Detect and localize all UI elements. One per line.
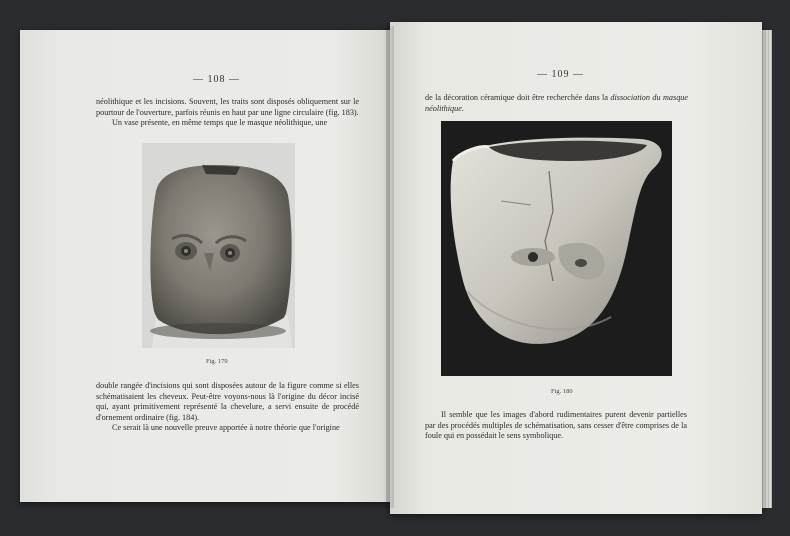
right-paragraph-1-italic-a: dissociation du [610,93,661,102]
figure-180-photo [441,121,672,376]
left-page-number: — 108 — [193,74,240,85]
figure-179-photo [142,143,295,348]
right-figure-caption: Fig. 180 [551,388,573,395]
left-paragraph-4: Ce serait là une nouvelle preuve apportée à notre théorie que l'origine [112,423,340,433]
left-text-bottom [96,381,359,434]
left-paragraph-1: néolithique et les incisions. Souvent, les traits sont disposés obliquement sur le pourtour de l'ouverture, parfois réunis en haut par une ligne circulaire (fig. 183). [96,97,359,117]
right-text-bottom [425,410,687,442]
right-paragraph-1-italic-b: masque néolithique [425,93,689,113]
right-paragraph-2: Il semble que les images d'abord rudimentaires purent devenir partielles par des procédés multiples de schématisation, sans cesser d'être comprises de la foule qui en possédait le sens symbolique. [425,410,687,441]
left-paragraph-3: double rangée d'incisions qui sont disposées autour de la figure comme si elles schématisaient les cheveux. Peut-être voyons-nous là l'origine du décor incisé qui, ayant primitivement représenté la chevelure, a servi ensuite de procédé d'ornement ordinaire (fig. 184). [96,381,359,422]
right-text-top [425,93,688,114]
left-text-top [96,97,359,129]
right-page-number: — 109 — [537,69,584,80]
book-gutter [386,26,394,508]
left-paragraph-2: Un vase présente, en même temps que le masque néolithique, une [112,118,328,128]
left-figure-caption: Fig. 179 [206,358,228,365]
right-paragraph-1-end: . [461,103,464,113]
right-paragraph-1-text: de la décoration céramique doit être recherchée dans la [425,93,611,102]
right-paragraph-1 [425,93,688,114]
